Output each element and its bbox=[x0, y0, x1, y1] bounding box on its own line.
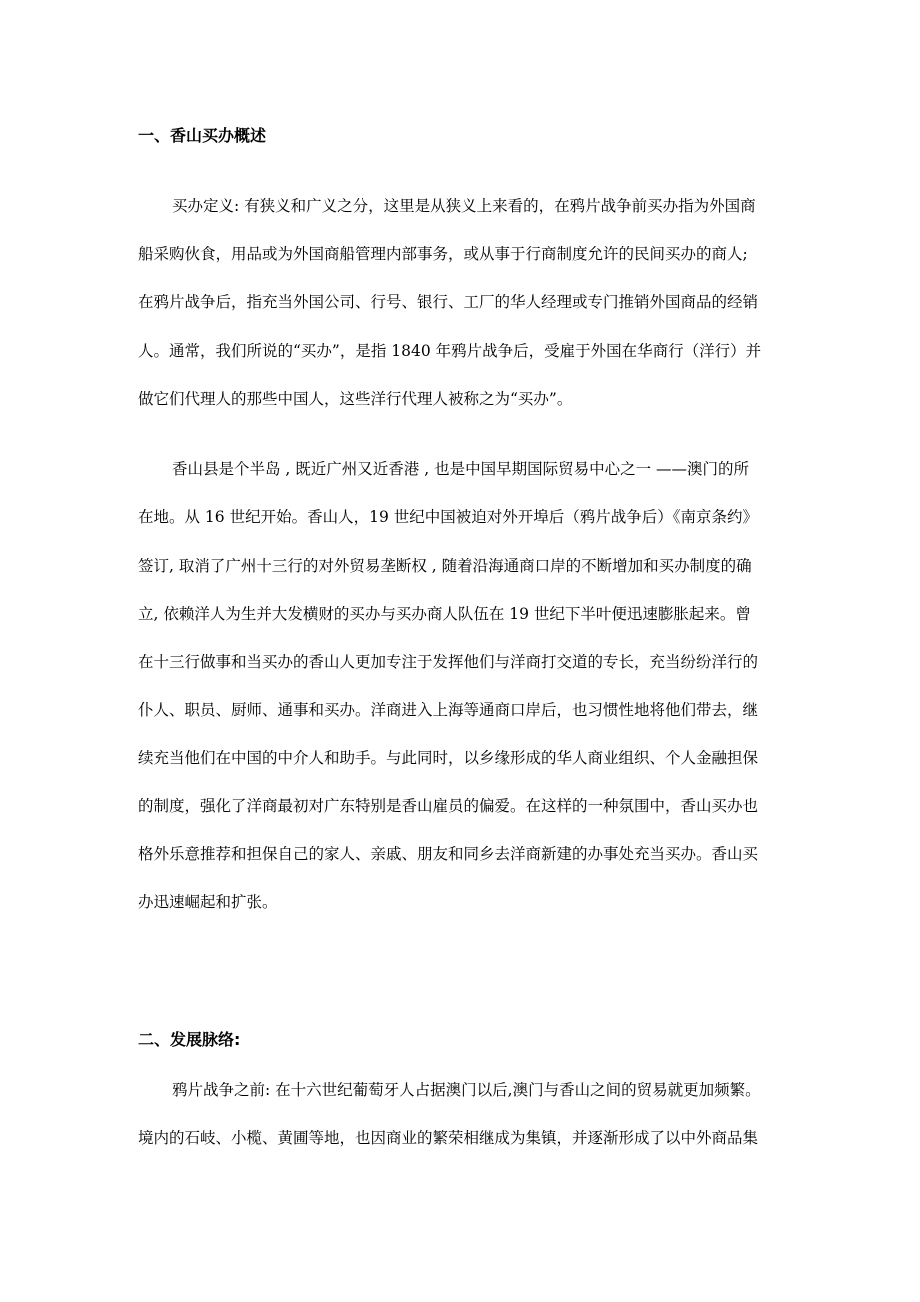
paragraph-line: 签订, 取消了广州十三行的对外贸易垄断权 , 随着沿海通商口岸的不断增加和买办制度的确 bbox=[138, 557, 752, 575]
paragraph-line: 立, 依赖洋人为生并大发横财的买办与买办商人队伍在 19 世纪下半叶便迅速膨胀起来。曾 bbox=[138, 605, 751, 623]
paragraph-line: 船采购伙食，用品或为外国商船管理内部事务，或从事于行商制度允许的民间买办的商人; bbox=[138, 245, 748, 263]
paragraph-line: 在十三行做事和当买办的香山人更加专注于发挥他们与洋商打交道的专长，充当纷纷洋行的 bbox=[138, 653, 759, 671]
paragraph-line: 鸦片战争之前: 在十六世纪葡萄牙人占据澳门以后,澳门与香山之间的贸易就更加频繁。 bbox=[172, 1081, 761, 1099]
paragraph-line: 仆人、职员、厨师、通事和买办。洋商进入上海等通商口岸后，也习惯性地将他们带去，继 bbox=[138, 701, 759, 719]
paragraph-line: 境内的石岐、小榄、黄圃等地，也因商业的繁荣相继成为集镇，并逐渐形成了以中外商品集 bbox=[138, 1129, 759, 1147]
paragraph-line: 格外乐意推荐和担保自己的家人、亲戚、朋友和同乡去洋商新建的办事处充当买办。香山买 bbox=[138, 845, 759, 863]
paragraph-line: 在地。从 16 世纪开始。香山人，19 世纪中国被迫对外开埠后（鸦片战争后）《南京条约》 bbox=[138, 508, 758, 526]
paragraph-line: 办迅速崛起和扩张。 bbox=[138, 893, 278, 911]
section2-title: 二、发展脉络: bbox=[138, 1030, 241, 1049]
paragraph-line: 买办定义: 有狭义和广义之分，这里是从狭义上来看的，在鸦片战争前买办指为外国商 bbox=[172, 197, 756, 215]
paragraph-line: 续充当他们在中国的中介人和助手。与此同时，以乡缘形成的华人商业组织、个人金融担保 bbox=[138, 749, 759, 767]
paragraph-line: 的制度，强化了洋商最初对广东特别是香山雇员的偏爱。在这样的一种氛围中，香山买办也 bbox=[138, 797, 759, 815]
paragraph-line: 在鸦片战争后，指充当外国公司、行号、银行、工厂的华人经理或专门推销外国商品的经销 bbox=[138, 293, 759, 311]
paragraph-line: 做它们代理人的那些中国人，这些洋行代理人被称之为“买办”。 bbox=[138, 390, 573, 408]
paragraph-line: 香山县是个半岛 , 既近广州又近香港 , 也是中国早期国际贸易中心之一 ——澳门的所 bbox=[172, 460, 749, 478]
section1-title: 一、香山买办概述 bbox=[138, 126, 267, 145]
paragraph-line: 人。通常，我们所说的“买办”，是指 1840 年鸦片战争后，受雇于外国在华商行（洋行）并 bbox=[138, 342, 762, 360]
